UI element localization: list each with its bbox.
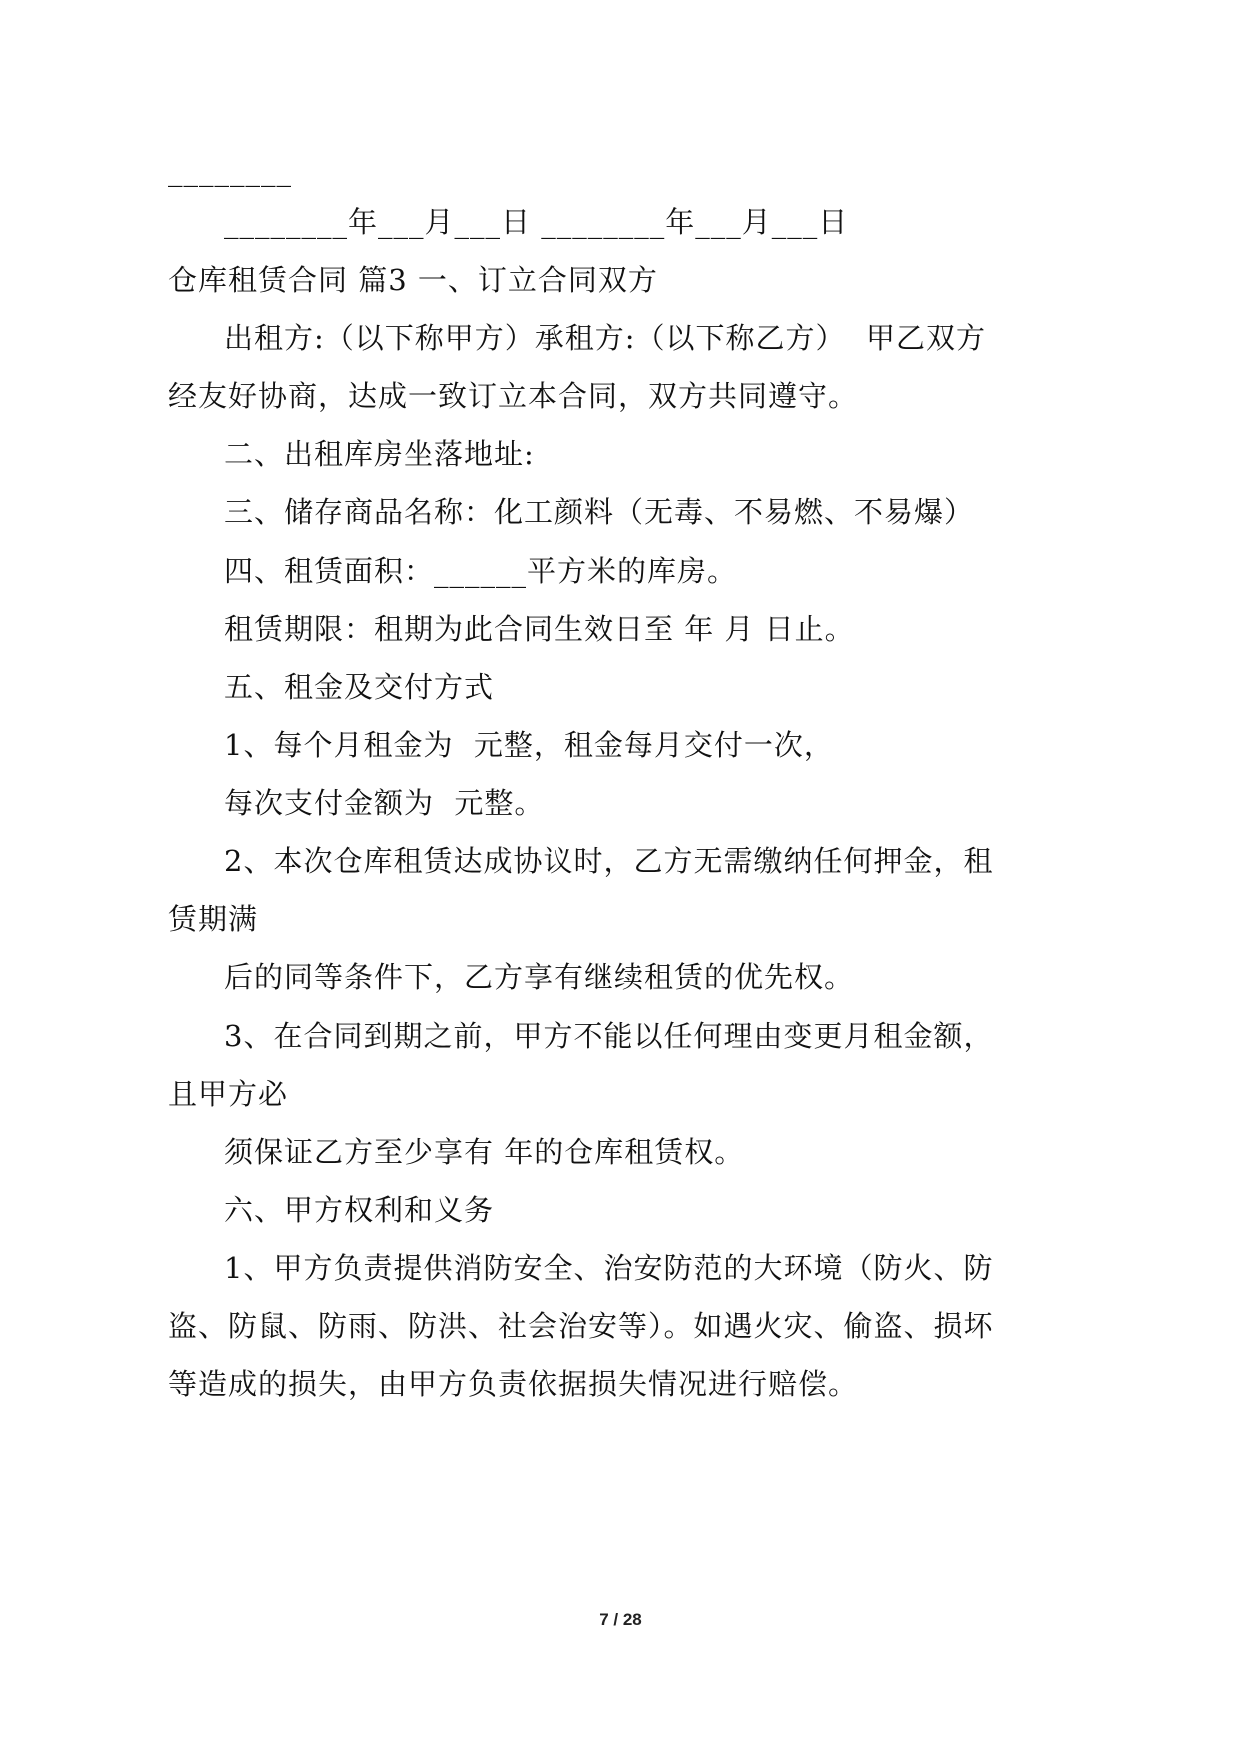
date-line: ________年___月___日 ________年___月___日 bbox=[224, 205, 849, 239]
clause-heading: 五、租金及交付方式 bbox=[224, 670, 495, 704]
paragraph-line: 后的同等条件下，乙方享有继续租赁的优先权。 bbox=[224, 960, 855, 994]
paragraph-line: 2、本次仓库租赁达成协议时，乙方无需缴纳任何押金，租 bbox=[224, 844, 994, 878]
paragraph-line: 且甲方必 bbox=[168, 1077, 289, 1111]
paragraph-line: 盗、防鼠、防雨、防洪、社会治安等）。如遇火灾、偷盗、损坏 bbox=[168, 1309, 994, 1343]
page-number: 7 / 28 bbox=[599, 1610, 642, 1629]
paragraph-line: 经友好协商，达成一致订立本合同，双方共同遵守。 bbox=[168, 379, 859, 413]
paragraph-line: 租赁期限：租期为此合同生效日至 年 月 日止。 bbox=[224, 612, 855, 646]
clause-heading: 二、出租库房坐落地址: bbox=[224, 437, 535, 471]
clause-heading: 六、甲方权利和义务 bbox=[224, 1193, 495, 1227]
paragraph-line: 3、在合同到期之前，甲方不能以任何理由变更月租金额， bbox=[224, 1019, 994, 1053]
paragraph-line: 须保证乙方至少享有 年的仓库租赁权。 bbox=[224, 1135, 745, 1169]
paragraph-line: 等造成的损失，由甲方负责依据损失情况进行赔偿。 bbox=[168, 1367, 859, 1401]
section-heading: 仓库租赁合同 篇3 一、订立合同双方 bbox=[168, 263, 658, 297]
signature-underline: ________ bbox=[168, 153, 292, 187]
paragraph-line: 每次支付金额为 元整。 bbox=[224, 786, 545, 820]
paragraph-line: 1、甲方负责提供消防安全、治安防范的大环境（防火、防 bbox=[224, 1251, 994, 1285]
paragraph-line: 赁期满 bbox=[168, 902, 259, 936]
paragraph-line: 1、每个月租金为 元整，租金每月交付一次， bbox=[224, 728, 834, 762]
clause-heading: 四、租赁面积：______平方米的库房。 bbox=[224, 554, 738, 588]
paragraph-line: 出租方:（以下称甲方）承租方:（以下称乙方） 甲乙双方 bbox=[224, 321, 986, 355]
clause-heading: 三、储存商品名称：化工颜料（无毒、不易燃、不易爆） bbox=[224, 495, 975, 529]
